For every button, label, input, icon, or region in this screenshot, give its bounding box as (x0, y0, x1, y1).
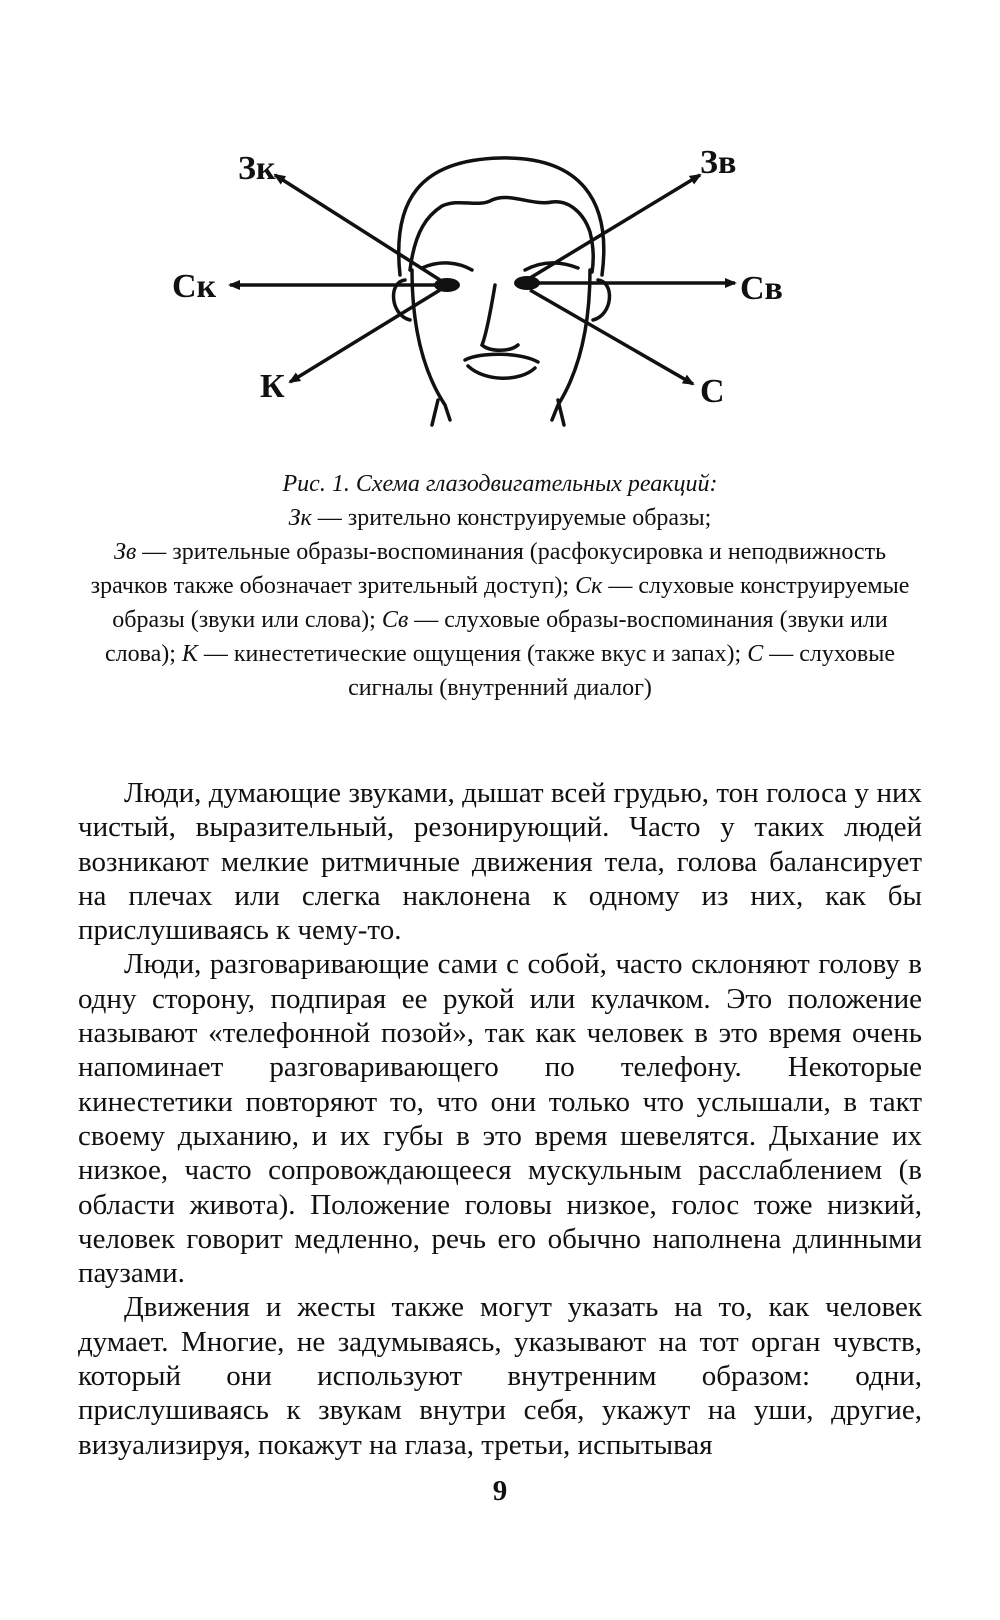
caption-paragraph (78, 535, 922, 705)
figure-caption (78, 467, 922, 705)
label-sv: Св (740, 270, 783, 307)
caption-text: — слуховые конструируемые образы (звуки или слова); (112, 573, 910, 633)
caption-text: — слуховые образы-воспоминания (звуки или слова); (104, 607, 888, 667)
arrow-s (530, 290, 693, 384)
caption-text: — кинестетические ощущения (также вкус и запах); (197, 641, 748, 667)
body-text (78, 776, 922, 1462)
label-zv: Зв (700, 144, 737, 181)
paragraph-2: Люди, разговаривающие сами с собой, часто склоняют голову в одну сторону, подпирая ее рукой или кулачком. Это положение называют «телефонной позой», так как человек в это время очень напоминает разговаривающего по телефону. Некоторые кинестетики повторяют то, что они только что услышали, в такт своему дыханию, и их губы в это время шевелятся. Дыхание их низкое, часто сопровождающееся мускульным расслаблением (в области живота). Положение головы низкое, голос тоже низкий, человек говорит медленно, речь его обычно наполнена длинными паузами. (78, 948, 922, 1290)
caption-title: Рис. 1. Схема глазодвигательных реакций: (282, 471, 718, 497)
label-s: С (700, 373, 725, 410)
caption-text: — зрительные образы-воспоминания (расфокусировка и неподвижность зрачков также обозначает зрительный доступ); (90, 539, 887, 599)
label-zk: Зк (238, 150, 276, 187)
caption-abbr: С (747, 641, 764, 667)
caption-abbr: К (181, 641, 198, 667)
paragraph-3: Движения и жесты также могут указать на то, как человек думает. Многие, не задумываясь, указывают на тот орган чувств, который они используют внутренним образом: одни, прислушиваясь к звукам внутри себя, укажут на уши, другие, визуализируя, покажут на глаза, третьи, испытывая (78, 1291, 922, 1461)
arrows (230, 175, 735, 384)
caption-abbr: Зк (288, 505, 312, 531)
caption-text: — зрительно конструируемые образы; (311, 505, 712, 531)
eye-movement-figure (160, 120, 840, 450)
page-number: 9 (492, 1475, 508, 1507)
eyes (434, 276, 540, 292)
caption-line-1 (78, 501, 922, 535)
caption-abbr: Зв (113, 539, 137, 565)
caption-text: — слуховые сигналы (внутренний диалог) (348, 641, 896, 701)
paragraph-1: Люди, думающие звуками, дышат всей грудью, тон голоса у них чистый, выразительный, резонирующий. Часто у таких людей возникают мелкие ритмичные движения тела, голова балансирует на плечах или слегка наклонена к одному из них, как бы прислушиваясь к чему-то. (78, 777, 922, 947)
caption-abbr: Ск (575, 573, 603, 599)
label-sk: Ск (172, 268, 217, 305)
label-k: К (260, 368, 285, 405)
arrow-zv (530, 175, 700, 278)
caption-abbr: Св (381, 607, 409, 633)
face-outline (394, 158, 610, 425)
